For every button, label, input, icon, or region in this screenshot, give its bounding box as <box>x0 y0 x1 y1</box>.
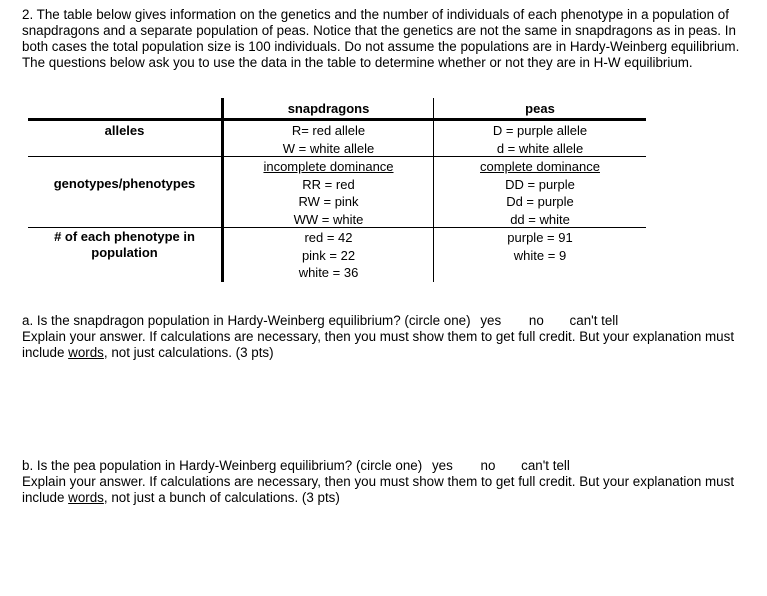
choice-yes[interactable]: yes <box>431 458 453 473</box>
part-b-question-line <box>22 458 742 474</box>
part-a-instructions <box>22 329 742 361</box>
instructions-emphasis: words <box>68 345 104 360</box>
cell-peas-genotypes <box>434 158 646 228</box>
instructions-emphasis: words <box>68 490 104 505</box>
cell-line: d = white allele <box>496 140 584 156</box>
table-header-rule <box>28 118 646 121</box>
choice-cant-tell[interactable]: can't tell <box>569 313 619 328</box>
instructions-text: , not just a bunch of calculations. (3 pts) <box>103 490 340 505</box>
cell-line: WW = white <box>293 211 364 227</box>
cell-peas-counts <box>434 229 646 264</box>
cell-line: RR = red <box>302 176 355 192</box>
choice-no[interactable]: no <box>480 458 496 473</box>
cell-line: complete dominance <box>480 159 600 174</box>
part-b <box>22 458 742 506</box>
cell-line: white = 9 <box>513 247 567 263</box>
instructions-text: , not just calculations. (3 pts) <box>103 345 274 360</box>
choice-yes[interactable]: yes <box>480 313 502 328</box>
question-intro: 2. The table below gives information on the genetics and the number of individuals of each phenotype in a population of snapdragons and a separate population of peas. Notice that the genetics are not the same in snapdragons as in peas. In both cases the total population size is 100 individuals. Do not assume the populations are in Hardy-Weinberg equilibrium. The questions below ask you to use the data in the table to determine whether or not they are in H-W equilibrium. <box>22 7 740 70</box>
part-a-question-line <box>22 313 742 329</box>
cell-snap-genotypes <box>224 158 433 228</box>
part-a-question: a. Is the snapdragon population in Hardy-Weinberg equilibrium? (circle one) <box>22 313 471 328</box>
cell-line: dd = white <box>510 211 570 227</box>
part-b-question: b. Is the pea population in Hardy-Weinberg equilibrium? (circle one) <box>22 458 423 473</box>
part-b-instructions <box>22 474 742 506</box>
cell-line: R= red allele <box>291 123 366 138</box>
cell-line: W = white allele <box>282 140 375 156</box>
cell-line: white = 36 <box>298 265 359 280</box>
cell-peas-alleles <box>434 122 646 157</box>
cell-line: incomplete dominance <box>263 159 394 174</box>
row-label-genotypes: genotypes/phenotypes <box>53 176 196 191</box>
choice-cant-tell[interactable]: can't tell <box>521 458 570 473</box>
row-label-alleles: alleles <box>104 123 145 138</box>
cell-snap-counts <box>224 229 433 282</box>
cell-line: Dd = purple <box>506 194 574 209</box>
row-label-counts: # of each phenotype in population <box>54 229 195 260</box>
cell-snap-alleles <box>224 122 433 157</box>
header-peas: peas <box>525 101 555 116</box>
cell-line: RW = pink <box>298 194 359 209</box>
choice-no[interactable]: no <box>528 313 544 328</box>
cell-line: D = purple allele <box>492 123 588 138</box>
cell-line: red = 42 <box>304 230 353 245</box>
cell-line: purple = 91 <box>507 230 573 245</box>
cell-line: DD = purple <box>505 176 575 192</box>
instructions-text: Explain your answer. If calculations are necessary, then you must show them to get full credit. But your explanation must include <box>22 329 735 360</box>
instructions-text: Explain your answer. If calculations are necessary, then you must show them to get full credit. But your explanation must include <box>22 474 735 505</box>
header-snapdragons: snapdragons <box>287 101 370 116</box>
part-a <box>22 313 742 361</box>
cell-line: pink = 22 <box>301 247 356 263</box>
